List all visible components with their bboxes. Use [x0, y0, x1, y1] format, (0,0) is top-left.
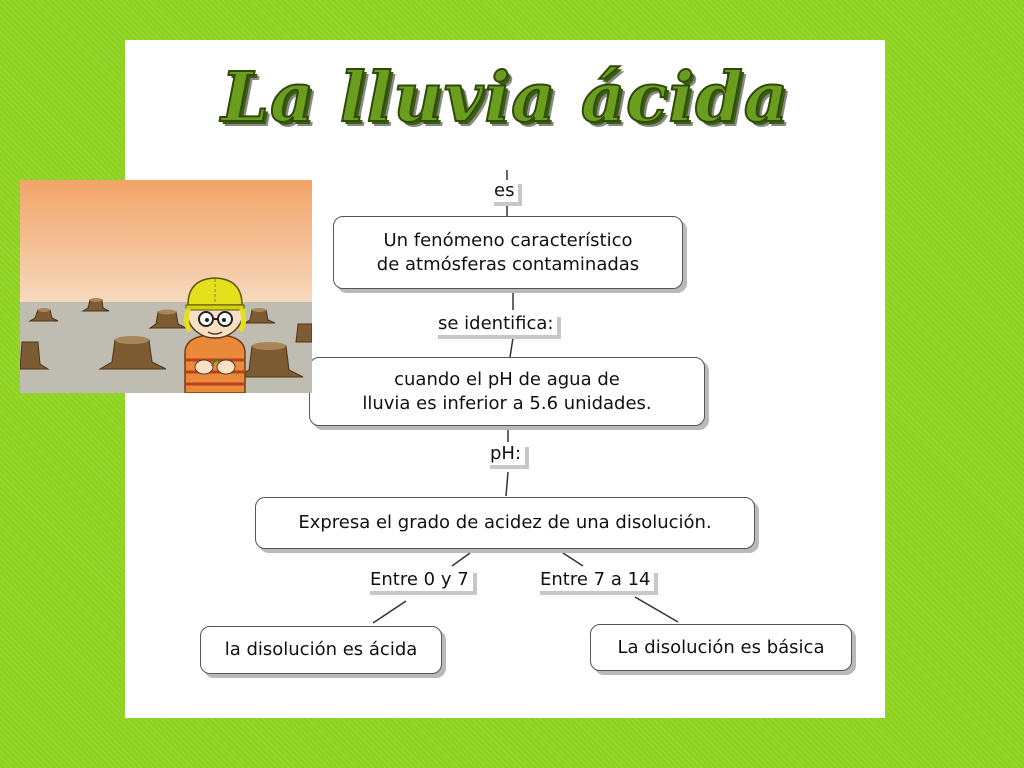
connector-acida-top	[452, 553, 470, 566]
connector-basica-bottom	[635, 597, 678, 622]
node-basica: La disolución es básica	[590, 624, 852, 671]
connector-acida-bottom	[373, 601, 406, 623]
connector-ph-bottom	[506, 472, 508, 496]
link-label-entre-7-14: Entre 7 a 14	[536, 569, 654, 591]
link-label-es: es	[490, 180, 518, 202]
node-fenomeno: Un fenómeno característico de atmósferas contaminadas	[333, 216, 683, 289]
link-label-entre-0-7: Entre 0 y 7	[366, 569, 473, 591]
link-label-ph: pH:	[486, 443, 525, 465]
slide-title: La lluvia ácida	[221, 58, 789, 138]
link-label-se-identifica: se identifica:	[434, 313, 557, 335]
connector-identifica-bottom	[510, 338, 513, 357]
node-acida: la disolución es ácida	[200, 626, 442, 674]
connector-basica-top	[563, 553, 583, 566]
node-ph-condicion: cuando el pH de agua de lluvia es inferior a 5.6 unidades.	[309, 357, 705, 426]
node-expresa: Expresa el grado de acidez de una disolución.	[255, 497, 755, 549]
cartoon-boy-stumps-icon	[20, 180, 312, 393]
